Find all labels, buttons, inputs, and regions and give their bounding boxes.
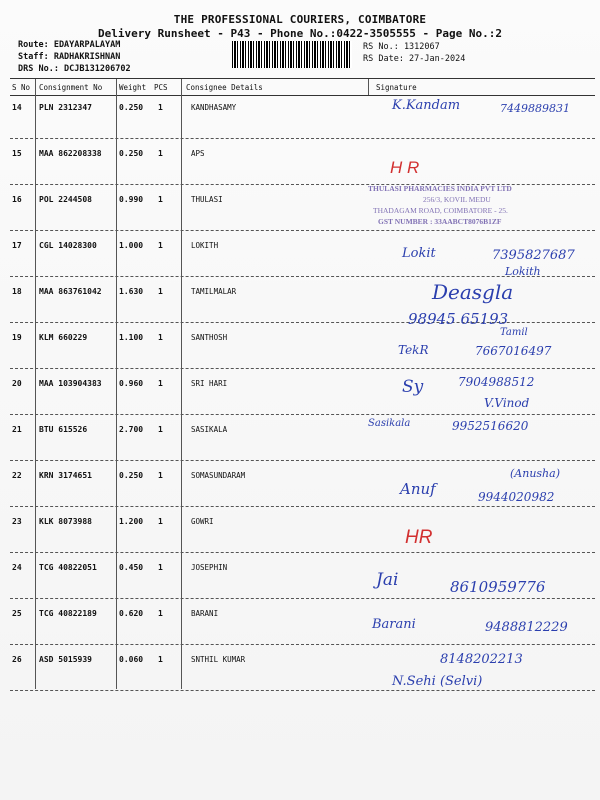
row-consignment: CGL 14028300 — [39, 241, 97, 250]
row-weight: 0.960 — [119, 379, 144, 388]
runsheet-subtitle: Delivery Runsheet - P43 - Phone No.:0422-3505555 - Page No.:2 — [98, 27, 502, 40]
company-stamp — [368, 183, 568, 227]
row-divider — [10, 644, 595, 645]
phone-22: 9944020982 — [478, 490, 555, 504]
col-pcs: PCS — [154, 83, 168, 92]
row-pcs: 1 — [158, 241, 163, 250]
row-divider — [10, 138, 595, 139]
phone-18: 98945 65193 — [408, 310, 509, 328]
row-pcs: 1 — [158, 563, 163, 572]
row-weight: 2.700 — [119, 425, 144, 434]
signature-18: Deasgla — [432, 280, 514, 304]
row-pcs: 1 — [158, 195, 163, 204]
row-divider — [10, 414, 595, 415]
row-weight: 0.990 — [119, 195, 144, 204]
row-consignment: ASD 5015939 — [39, 655, 92, 664]
col-signature: Signature — [376, 83, 417, 92]
row-weight: 1.630 — [119, 287, 144, 296]
hr-mark: HR — [405, 527, 433, 548]
name-22: (Anusha) — [510, 467, 560, 480]
row-sno: 24 — [12, 563, 22, 572]
table-header-rule — [10, 95, 595, 96]
row-consignee: KANDHASAMY — [191, 103, 237, 112]
stamp-address-1: 256/3, KOVIL MEDU — [423, 195, 491, 204]
drs-number: DRS No.: DCJB131206702 — [18, 64, 131, 74]
signature-22: Anuf — [400, 480, 436, 498]
barcode — [232, 41, 352, 68]
row-sno: 22 — [12, 471, 22, 480]
phone-21: 9952516620 — [452, 419, 529, 433]
signature-19: TekR — [398, 343, 429, 357]
row-sno: 23 — [12, 517, 22, 526]
row-pcs: 1 — [158, 655, 163, 664]
row-consignee: JOSEPHIN — [191, 563, 228, 572]
row-pcs: 1 — [158, 609, 163, 618]
row-consignment: MAA 103904383 — [39, 379, 102, 388]
col-divider — [368, 79, 369, 95]
row-pcs: 1 — [158, 425, 163, 434]
row-consignee: BARANI — [191, 609, 219, 618]
phone-20: 7904988512 — [458, 375, 535, 389]
row-divider — [10, 552, 595, 553]
row-pcs: 1 — [158, 517, 163, 526]
col-weight: Weight — [119, 83, 147, 92]
row-divider — [10, 368, 595, 369]
phone-14: 7449889831 — [500, 102, 570, 115]
row-weight: 0.250 — [119, 103, 144, 112]
row-consignee: SASIKALA — [191, 425, 228, 434]
row-weight: 1.000 — [119, 241, 144, 250]
name-20: V.Vinod — [484, 396, 530, 410]
row-consignee: THULASI — [191, 195, 223, 204]
signature-26: N.Sehi (Selvi) — [392, 674, 483, 689]
row-pcs: 1 — [158, 333, 163, 342]
row-sno: 15 — [12, 149, 22, 158]
row-consignment: KRN 3174651 — [39, 471, 92, 480]
row-sno: 21 — [12, 425, 22, 434]
phone-26: 8148202213 — [440, 652, 523, 667]
row-consignee: LOKITH — [191, 241, 219, 250]
phone-19: 7667016497 — [475, 344, 552, 358]
row-consignee: SNTHIL KUMAR — [191, 655, 246, 664]
row-sno: 25 — [12, 609, 22, 618]
signature-14: K.Kandam — [392, 98, 461, 113]
phone-25: 9488812229 — [485, 620, 568, 635]
stamp-gst-number: GST NUMBER : 33AABCT8076B1ZF — [378, 217, 502, 226]
row-weight: 1.200 — [119, 517, 144, 526]
company-title: THE PROFESSIONAL COURIERS, COIMBATORE — [173, 13, 427, 26]
route-label: Route: EDAYARPALAYAM — [18, 40, 121, 50]
row-consignee: SOMASUNDARAM — [191, 471, 246, 480]
name-17: Lokith — [505, 265, 541, 278]
row-weight: 0.620 — [119, 609, 144, 618]
row-weight: 1.100 — [119, 333, 144, 342]
row-pcs: 1 — [158, 103, 163, 112]
row-sno: 19 — [12, 333, 22, 342]
row-sno: 16 — [12, 195, 22, 204]
stamp-company-name: THULASI PHARMACIES INDIA PVT LTD — [368, 184, 512, 193]
phone-17: 7395827687 — [492, 248, 575, 263]
row-weight: 0.250 — [119, 471, 144, 480]
row-consignment: KLK 8073988 — [39, 517, 92, 526]
table-top-rule — [10, 78, 595, 79]
row-sno: 14 — [12, 103, 22, 112]
name-18: Tamil — [500, 327, 528, 338]
row-consignment: KLM 660229 — [39, 333, 88, 342]
col-sno: S No — [12, 83, 31, 92]
row-consignment: BTU 615526 — [39, 425, 88, 434]
row-divider — [10, 506, 595, 507]
row-consignee: SRI HARI — [191, 379, 228, 388]
row-divider — [10, 598, 595, 599]
row-sno: 26 — [12, 655, 22, 664]
hr-mark: H R — [390, 158, 420, 177]
signature-17: Lokit — [402, 246, 436, 261]
row-divider — [10, 230, 595, 231]
row-consignment: TCG 40822189 — [39, 609, 97, 618]
signature-25: Barani — [372, 617, 416, 632]
row-pcs: 1 — [158, 287, 163, 296]
row-consignment: MAA 862208338 — [39, 149, 102, 158]
row-consignee: APS — [191, 149, 205, 158]
col-consignment: Consignment No — [39, 83, 103, 92]
row-consignee: TAMILMALAR — [191, 287, 237, 296]
row-consignee: SANTHOSH — [191, 333, 228, 342]
row-sno: 17 — [12, 241, 22, 250]
row-weight: 0.060 — [119, 655, 144, 664]
row-weight: 0.250 — [119, 149, 144, 158]
signature-20: Sy — [402, 377, 424, 397]
row-divider — [10, 460, 595, 461]
stamp-address-2: THADAGAM ROAD, COIMBATORE - 25. — [373, 206, 508, 215]
row-pcs: 1 — [158, 149, 163, 158]
row-sno: 18 — [12, 287, 22, 296]
row-pcs: 1 — [158, 379, 163, 388]
row-weight: 0.450 — [119, 563, 144, 572]
row-consignee: GOWRI — [191, 517, 214, 526]
col-consignee: Consignee Details — [186, 83, 263, 92]
row-consignment: PLN 2312347 — [39, 103, 92, 112]
phone-24: 8610959776 — [450, 578, 546, 596]
signature-24: Jai — [376, 570, 399, 590]
row-pcs: 1 — [158, 471, 163, 480]
signature-21: Sasikala — [368, 418, 411, 429]
row-consignment: MAA 863761042 — [39, 287, 102, 296]
row-divider — [10, 690, 595, 691]
rs-date: RS Date: 27-Jan-2024 — [363, 54, 466, 64]
row-sno: 20 — [12, 379, 22, 388]
row-consignment: POL 2244508 — [39, 195, 92, 204]
staff-label: Staff: RADHAKRISHNAN — [18, 52, 121, 62]
row-consignment: TCG 40822051 — [39, 563, 97, 572]
rs-number: RS No.: 1312067 — [363, 42, 440, 52]
